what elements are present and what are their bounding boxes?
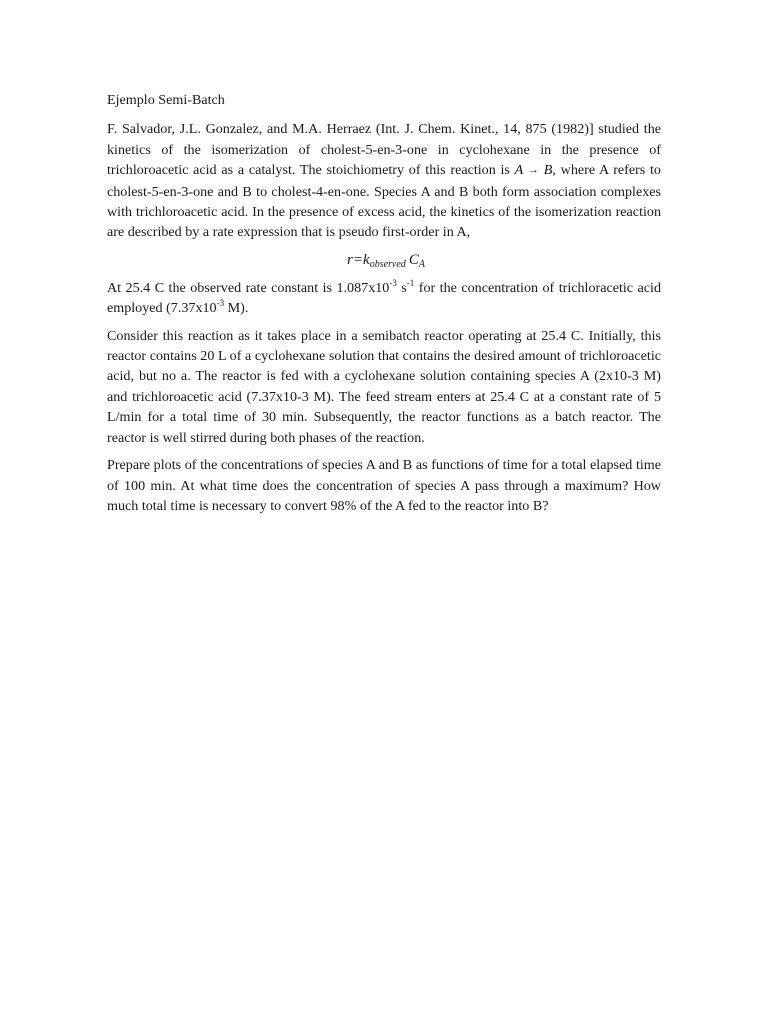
equation-equals: = [352, 251, 364, 268]
document-title: Ejemplo Semi-Batch [107, 92, 225, 108]
paragraph-intro [107, 119, 661, 242]
rate-text-c: for the concentration of trichloracetic acid employed (7.37x10 [107, 279, 661, 317]
rate-equation [107, 250, 661, 270]
paragraph-question: Prepare plots of the concentrations of species A and B as functions of time for a total elapsed time of 100 min. At what time does the concentration of species A pass through a maximum? How much total time is necessary to convert 98% of the A fed to the reactor into B? [107, 457, 661, 514]
rate-text-d: M). [224, 300, 249, 317]
reaction-product: B [543, 162, 553, 179]
rate-exponent-3: -3 [216, 298, 225, 309]
equation-k: k [363, 251, 370, 268]
reaction-arrow: → [528, 164, 540, 177]
rate-exponent-1: -3 [389, 277, 397, 288]
equation-c-subscript: A [418, 258, 425, 270]
equation-c: C [408, 251, 419, 268]
rate-exponent-2: -1 [406, 277, 415, 288]
intro-text-b: , where A refers to cholest-5-en-3-one and B to cholest-4-en-one. Species A and B both form association complexes with trichloroacetic acid. In the presence of excess acid, the kinetics of the isomerization reaction are described by a rate expression that is pseudo first-order in A, [107, 162, 661, 241]
intro-text-a: F. Salvador, J.L. Gonzalez, and M.A. Herraez (Int. J. Chem. Kinet., 14, 875 (1982)] studied the kinetics of the isomerization of cholest-5-en-3-one in cyclohexane in the presence of trichloroacetic acid as a catalyst. The stoichiometry of this reaction is [107, 121, 661, 179]
reaction-reactant: A [514, 162, 524, 179]
rate-text-b: s [396, 279, 407, 296]
equation-k-subscript: observed [369, 258, 406, 270]
paragraph-semibatch-setup: Consider this reaction as it takes place in a semibatch reactor operating at 25.4 C. Initially, this reactor contains 20 L of a cyclohexane solution that contains the desired amount of trichloroacetic acid, but no a. The reactor is fed with a cyclohexane solution containing species A (2x10-3 M) and trichloroacetic acid (7.37x10-3 M). The feed stream enters at 25.4 C at a constant rate of 5 L/min for a total time of 30 min. Subsequently, the reactor functions as a batch reactor. The reactor is well stirred during both phases of the reaction. [107, 327, 661, 446]
equation-rate-symbol: r [347, 251, 353, 268]
paragraph-rate-constant [107, 278, 661, 319]
rate-text-a: At 25.4 C the observed rate constant is 1.087x10 [107, 279, 390, 296]
